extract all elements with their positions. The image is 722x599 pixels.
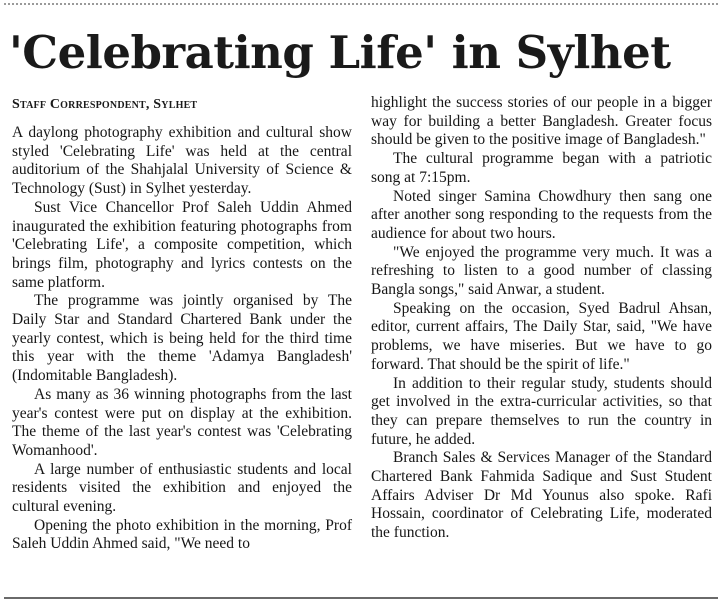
- headline: 'Celebrating Life' in Sylhet: [9, 26, 671, 79]
- paragraph: Sust Vice Chancellor Prof Saleh Uddin Ahmed inaugurated the exhibition featuring photographs from 'Celebrating Life', a composite competition, which brings film, photography and lyrics contests on the same platform.: [12, 198, 352, 291]
- paragraph: In addition to their regular study, students should get involved in the extra-curricular activities, so that they can prepare themselves to run the country in future, he added.: [371, 374, 712, 448]
- paragraph: Opening the photo exhibition in the morning, Prof Saleh Uddin Ahmed said, "We need to: [12, 516, 352, 553]
- paragraph: Noted singer Samina Chowdhury then sang one after another song responding to the requests from the audience for about two hours.: [371, 187, 712, 242]
- article-column-left: [12, 96, 352, 554]
- paragraph: Speaking on the occasion, Syed Badrul Ahsan, editor, current affairs, The Daily Star, said, "We have problems, we have miseries. But we have to go forward. That should be the spirit of life.": [371, 299, 712, 373]
- paragraph: As many as 36 winning photographs from the last year's contest were put on display at the exhibition. The theme of the last year's contest was 'Celebrating Womanhood'.: [12, 385, 352, 459]
- paragraph-continuation: highlight the success stories of our people in a bigger way for building a better Bangladesh. Greater focus should be given to the positive image of Bangladesh.": [371, 94, 712, 149]
- article-column-right: [371, 94, 712, 543]
- top-dotted-rule: [4, 3, 718, 5]
- paragraph: The cultural programme began with a patriotic song at 7:15pm.: [371, 150, 712, 186]
- paragraph: The programme was jointly organised by The Daily Star and Standard Chartered Bank under the yearly contest, which is being held for the third time this year with the theme 'Adamya Bangladesh' (Indomitable Bangladesh).: [12, 292, 352, 385]
- byline: Staff Correspondent, Sylhet: [12, 97, 198, 112]
- paragraph: A large number of enthusiastic students and local residents visited the exhibition and enjoyed the cultural evening.: [12, 460, 352, 516]
- paragraph: A daylong photography exhibition and cultural show styled 'Celebrating Life' was held at the central auditorium of the Shahjalal University of Science & Technology (Sust) in Sylhet yesterday.: [12, 124, 352, 198]
- paragraph: "We enjoyed the programme very much. It was a refreshing to listen to a good number of classing Bangla songs," said Anwar, a student.: [371, 243, 712, 299]
- paragraph: Branch Sales & Services Manager of the Standard Chartered Bank Fahmida Sadique and Sust Student Affairs Adviser Dr Md Younus also spoke. Rafi Hossain, coordinator of Celebrating Life, moderated the function.: [371, 449, 712, 542]
